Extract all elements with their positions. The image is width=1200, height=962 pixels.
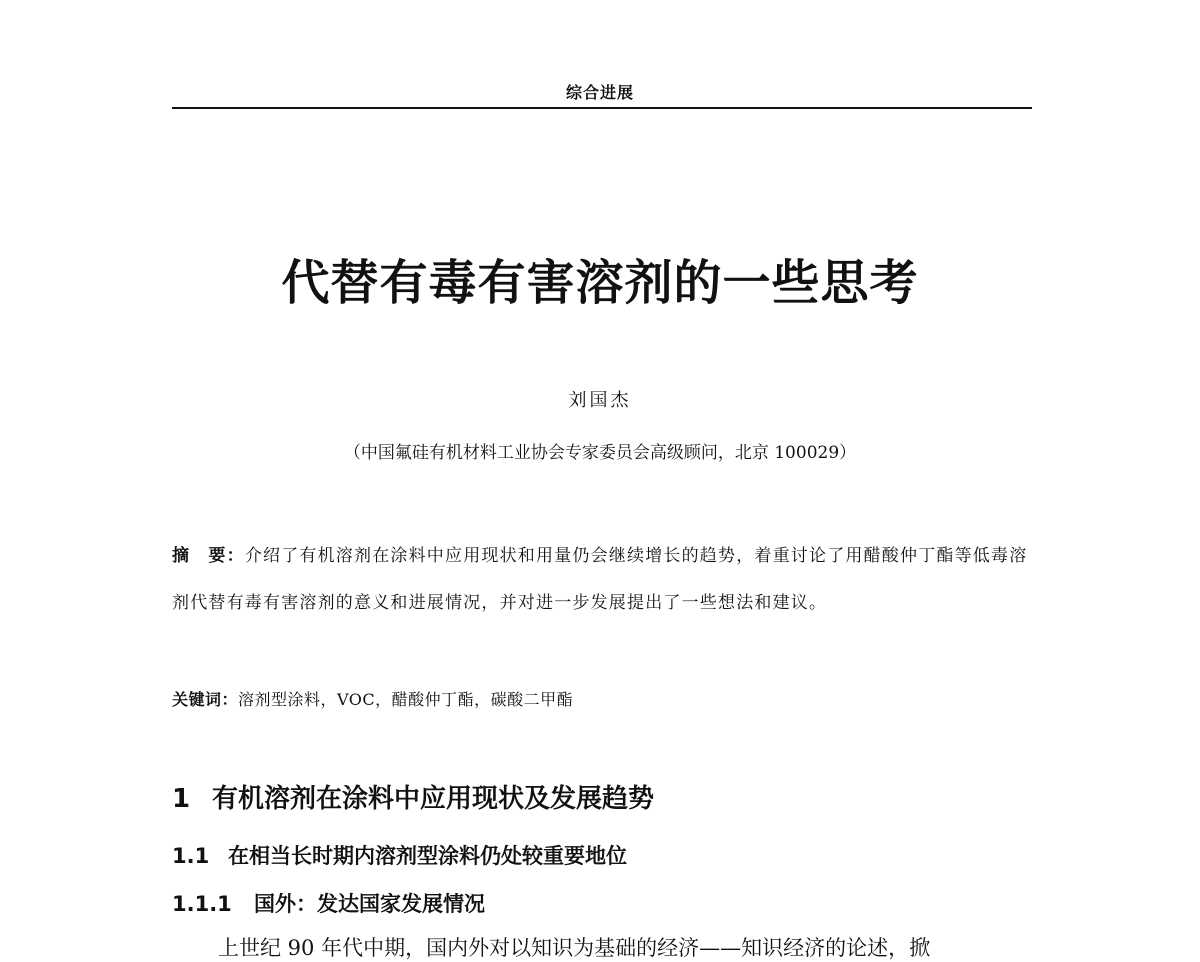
section-heading-1 — [172, 778, 654, 815]
keywords-text: 溶剂型涂料，VOC，醋酸仲丁酯，碳酸二甲酯 — [238, 690, 574, 709]
section-heading-1-1-1 — [172, 888, 485, 918]
section-title: 在相当长时期内溶剂型涂料仍处较重要地位 — [228, 844, 627, 868]
abstract — [172, 533, 1032, 627]
section-heading-1-1 — [172, 840, 627, 870]
body-paragraph: 上世纪 90 年代中期，国内外对以知识为基础的经济——知识经济的论述，掀 — [218, 936, 931, 960]
section-number: 1.1 — [172, 844, 210, 868]
section-number: 1.1.1 — [172, 892, 232, 916]
running-header: 综合进展 — [565, 83, 634, 102]
author-affiliation: （中国氟硅有机材料工业协会专家委员会高级顾问，北京 100029） — [343, 443, 857, 463]
keywords-label: 关键词： — [172, 690, 239, 709]
abstract-text: 介绍了有机溶剂在涂料中应用现状和用量仍会继续增长的趋势，着重讨论了用醋酸仲丁酯等低毒溶剂代替有毒有害溶剂的意义和进展情况，并对进一步发展提出了一些想法和建议。 — [172, 546, 1028, 613]
section-title: 有机溶剂在涂料中应用现状及发展趋势 — [212, 784, 655, 814]
section-title: 国外：发达国家发展情况 — [254, 892, 485, 916]
abstract-label: 摘 要： — [172, 546, 245, 566]
keywords — [172, 687, 1032, 710]
article-title: 代替有毒有害溶剂的一些思考 — [281, 255, 919, 311]
author-name: 刘国杰 — [568, 390, 632, 411]
section-number: 1 — [172, 784, 191, 814]
header-rule — [172, 107, 1032, 109]
